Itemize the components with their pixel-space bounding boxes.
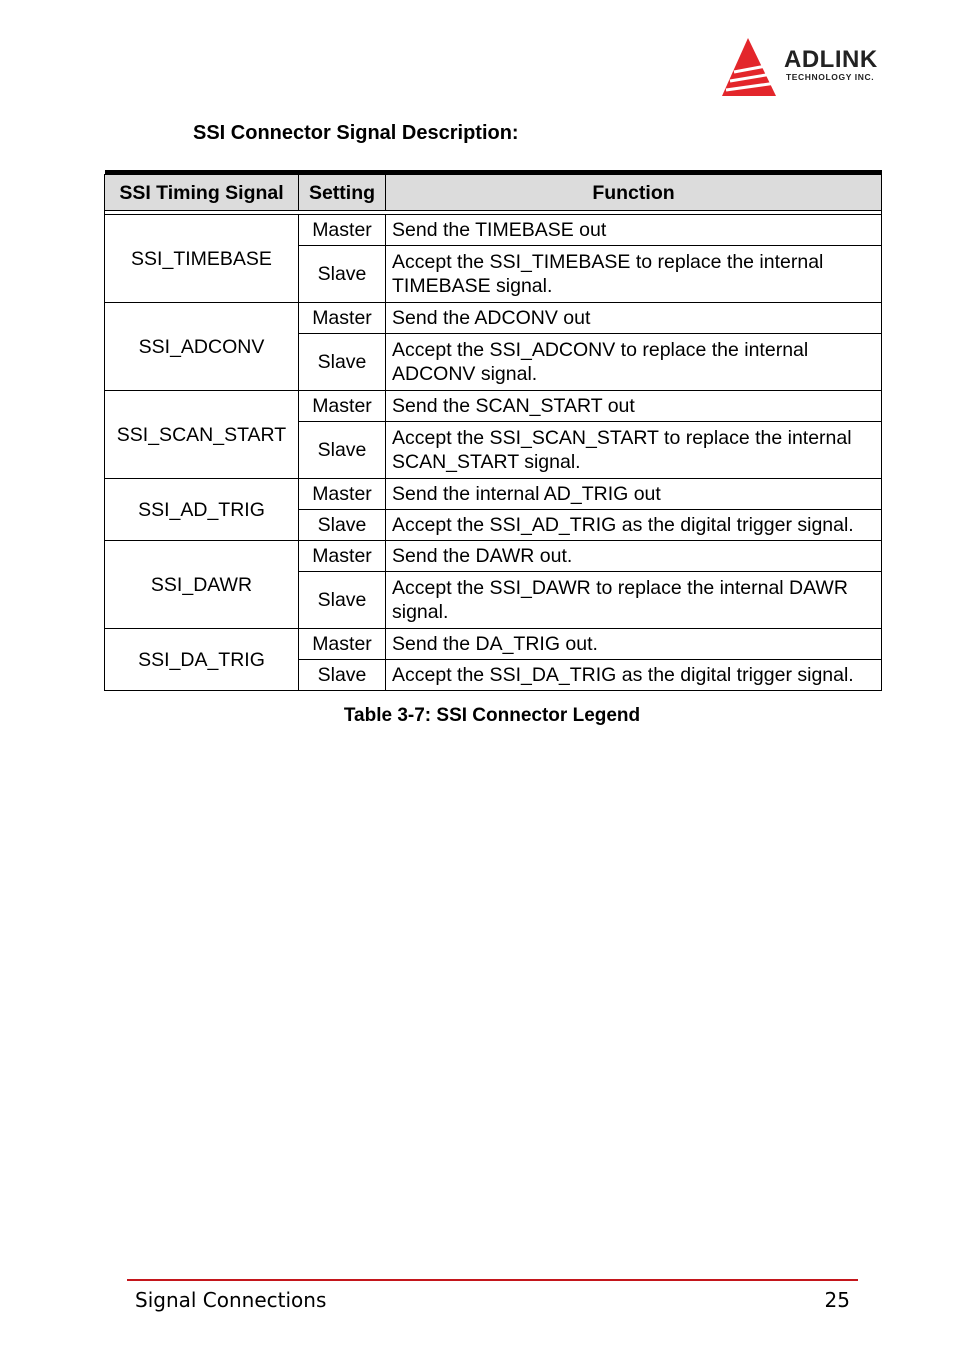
section-title: SSI Connector Signal Description: bbox=[193, 122, 519, 144]
function-cell: Accept the SSI_AD_TRIG as the digital trigger signal. bbox=[386, 510, 882, 541]
table-row bbox=[105, 303, 882, 334]
function-cell: Send the SCAN_START out bbox=[386, 391, 882, 422]
header-setting: Setting bbox=[299, 175, 386, 211]
function-cell: Send the DA_TRIG out. bbox=[386, 629, 882, 660]
setting-cell: Slave bbox=[299, 660, 386, 691]
setting-cell: Master bbox=[299, 479, 386, 510]
footer-page-number: 25 bbox=[824, 1288, 850, 1312]
setting-cell: Slave bbox=[299, 246, 386, 303]
signal-cell: SSI_TIMEBASE bbox=[105, 215, 299, 303]
setting-cell: Master bbox=[299, 629, 386, 660]
ssi-signal-table bbox=[104, 170, 881, 691]
signal-cell: SSI_DAWR bbox=[105, 541, 299, 629]
table-header-row bbox=[105, 175, 882, 211]
header-function: Function bbox=[386, 175, 882, 211]
table-row bbox=[105, 629, 882, 660]
setting-cell: Slave bbox=[299, 334, 386, 391]
function-cell: Accept the SSI_ADCONV to replace the internal ADCONV signal. bbox=[386, 334, 882, 391]
setting-cell: Master bbox=[299, 391, 386, 422]
signal-cell: SSI_ADCONV bbox=[105, 303, 299, 391]
function-cell: Send the ADCONV out bbox=[386, 303, 882, 334]
footer-rule bbox=[127, 1279, 858, 1281]
function-cell: Send the DAWR out. bbox=[386, 541, 882, 572]
function-cell: Accept the SSI_SCAN_START to replace the internal SCAN_START signal. bbox=[386, 422, 882, 479]
logo-wordmark: ADLINK bbox=[784, 46, 878, 73]
setting-cell: Master bbox=[299, 541, 386, 572]
setting-cell: Master bbox=[299, 303, 386, 334]
table-row bbox=[105, 391, 882, 422]
header-signal: SSI Timing Signal bbox=[105, 175, 299, 211]
table-caption: Table 3-7: SSI Connector Legend bbox=[343, 705, 641, 726]
footer-section-name: Signal Connections bbox=[135, 1288, 327, 1312]
table-row bbox=[105, 541, 882, 572]
table-row bbox=[105, 215, 882, 246]
adlink-logo bbox=[720, 36, 912, 98]
signal-cell: SSI_DA_TRIG bbox=[105, 629, 299, 691]
table-row bbox=[105, 479, 882, 510]
adlink-triangle-icon bbox=[720, 36, 782, 98]
function-cell: Accept the SSI_TIMEBASE to replace the internal TIMEBASE signal. bbox=[386, 246, 882, 303]
function-cell: Accept the SSI_DAWR to replace the internal DAWR signal. bbox=[386, 572, 882, 629]
setting-cell: Slave bbox=[299, 422, 386, 479]
setting-cell: Master bbox=[299, 215, 386, 246]
function-cell: Send the TIMEBASE out bbox=[386, 215, 882, 246]
setting-cell: Slave bbox=[299, 510, 386, 541]
signal-cell: SSI_AD_TRIG bbox=[105, 479, 299, 541]
function-cell: Send the internal AD_TRIG out bbox=[386, 479, 882, 510]
signal-cell: SSI_SCAN_START bbox=[105, 391, 299, 479]
logo-subtitle: TECHNOLOGY INC. bbox=[786, 72, 875, 82]
setting-cell: Slave bbox=[299, 572, 386, 629]
function-cell: Accept the SSI_DA_TRIG as the digital trigger signal. bbox=[386, 660, 882, 691]
